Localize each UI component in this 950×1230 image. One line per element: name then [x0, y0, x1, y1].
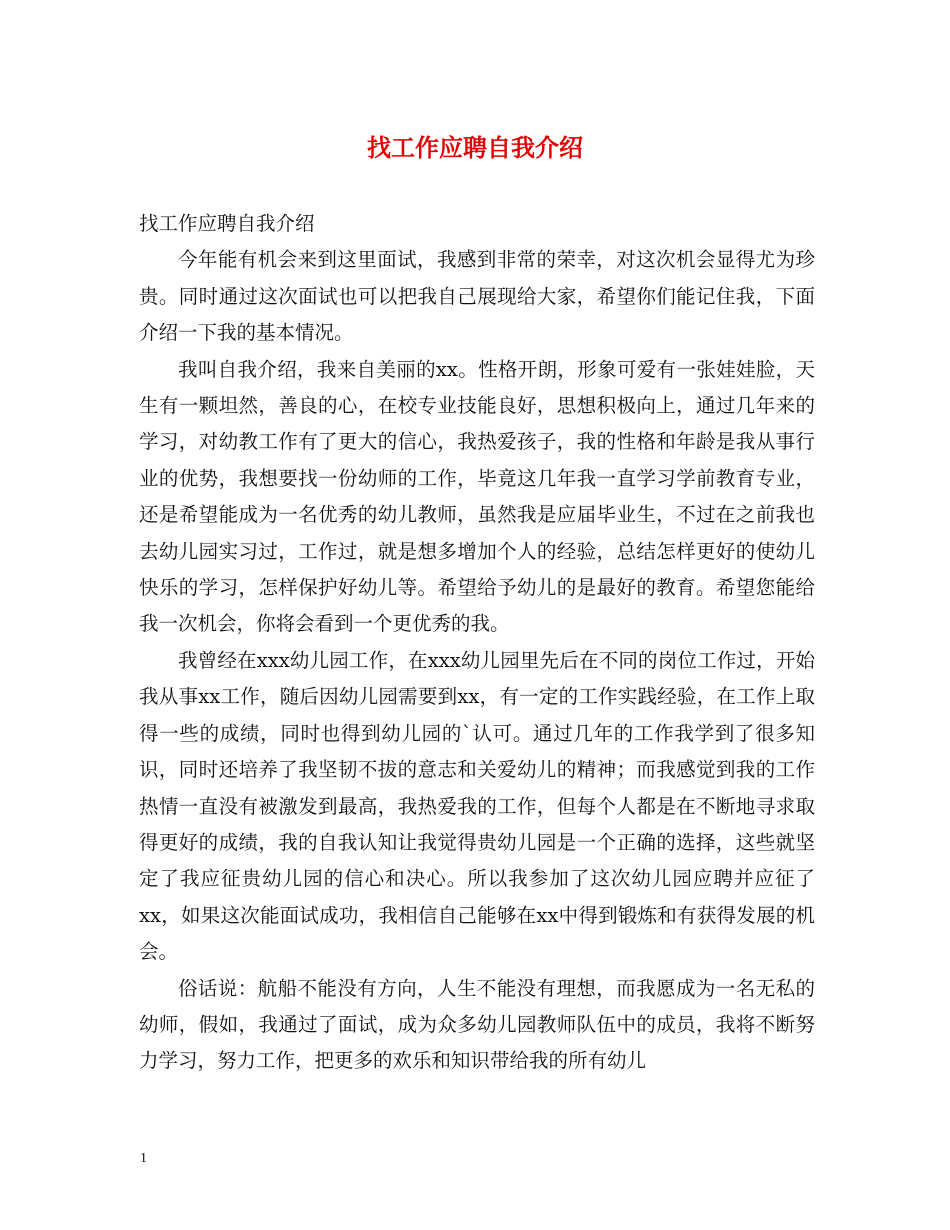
paragraph-personal-info: 我叫自我介绍，我来自美丽的xx。性格开朗，形象可爱有一张娃娃脸，天生有一颗坦然，善良的心，在校专业技能良好，思想积极向上，通过几年来的学习，对幼教工作有了更大的信心，我热爱孩子，我的性格和年龄是我从事行业的优势，我想要找一份幼师的工作，毕竟这几年我一直学习学前教育专业，还是希望能成为一名优秀的幼儿教师，虽然我是应届毕业生，不过在之前我也去幼儿园实习过，工作过，就是想多增加个人的经验，总结怎样更好的使幼儿快乐的学习，怎样保护好幼儿等。希望给予幼儿的是最好的教育。希望您能给我一次机会，你将会看到一个更优秀的我。: [139, 357, 815, 636]
document-title: 找工作应聘自我介绍: [367, 133, 583, 162]
document-body: [139, 206, 815, 1080]
page-number: 1: [140, 1151, 147, 1166]
paragraph-work-experience: 我曾经在xxx幼儿园工作，在xxx幼儿园里先后在不同的岗位工作过，开始我从事xx工作，随后因幼儿园需要到xx，有一定的工作实践经验，在工作上取得一些的成绩，同时也得到幼儿园的`认可。通过几年的工作我学到了很多知识，同时还培养了我坚韧不拔的意志和关爱幼儿的精神；而我感觉到我的工作热情一直没有被激发到最高，我热爱我的工作，但每个人都是在不断地寻求取得更好的成绩，我的自我认知让我觉得贵幼儿园是一个正确的选择，这些就坚定了我应征贵幼儿园的信心和决心。所以我参加了这次幼儿园应聘并应征了xx，如果这次能面试成功，我相信自己能够在xx中得到锻炼和有获得发展的机会。: [139, 648, 815, 964]
paragraph-intro: 今年能有机会来到这里面试，我感到非常的荣幸，对这次机会显得尤为珍贵。同时通过这次面试也可以把我自己展现给大家，希望你们能记住我，下面介绍一下我的基本情况。: [139, 248, 815, 345]
paragraph-aspiration: 俗话说：航船不能没有方向，人生不能没有理想，而我愿成为一名无私的幼师，假如，我通过了面试，成为众多幼儿园教师队伍中的成员，我将不断努力学习，努力工作，把更多的欢乐和知识带给我的所有幼儿: [139, 976, 815, 1073]
document-subtitle: 找工作应聘自我介绍: [139, 212, 315, 235]
